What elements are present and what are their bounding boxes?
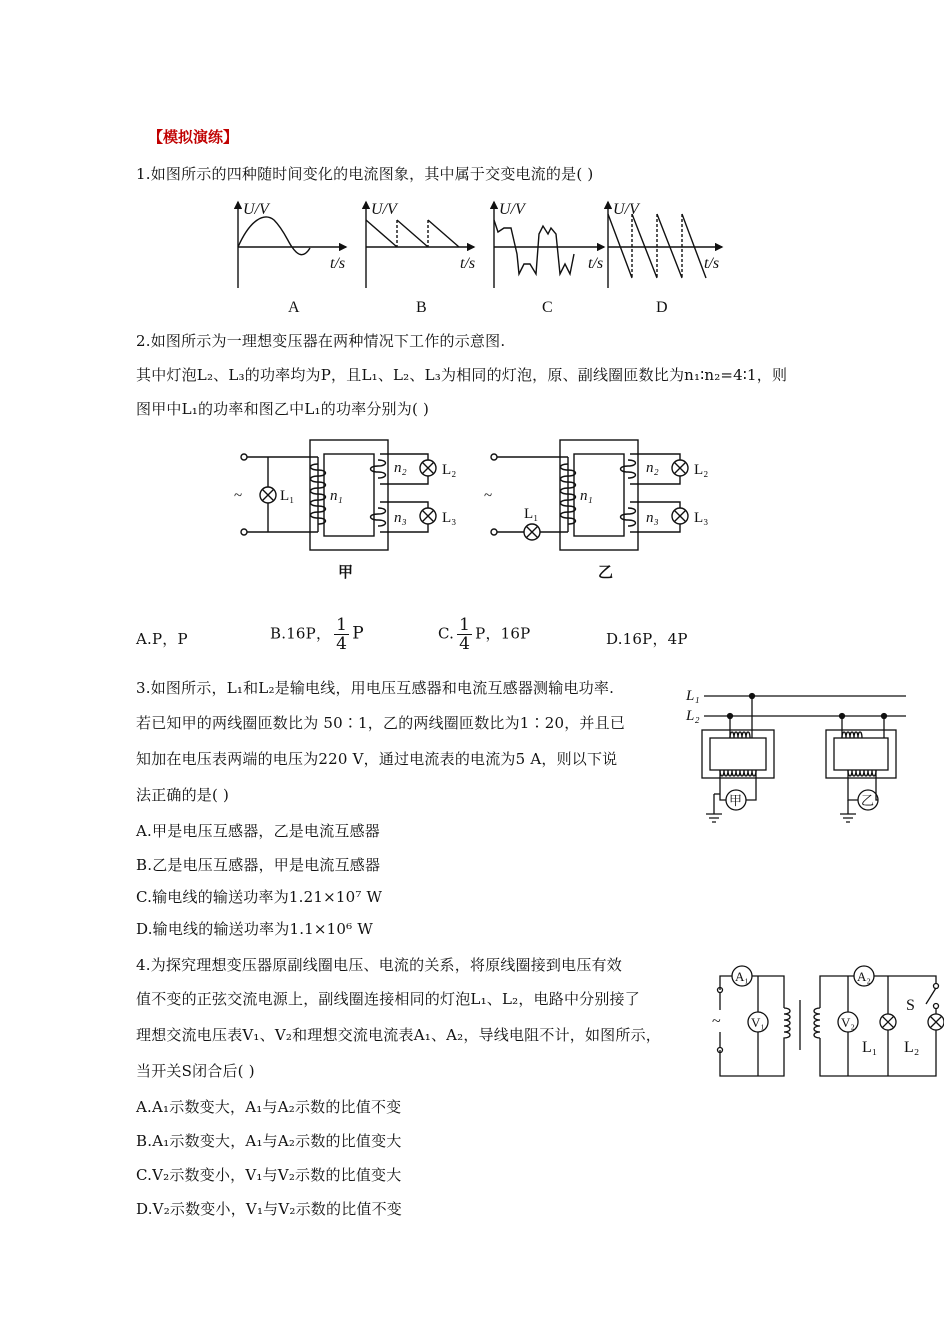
axis-label-d: U/V bbox=[613, 201, 639, 218]
meter-A2-label: A₂ bbox=[857, 969, 871, 984]
q3-option-c: C.输电线的输送功率为1.21×10⁷ W bbox=[136, 888, 383, 906]
label-L1-jia: L₁ bbox=[280, 488, 295, 504]
q4-stem-2: 值不变的正弦交流电源上，副线圈连接相同的灯泡L₁、L₂，电路中分别接了 bbox=[136, 990, 640, 1008]
q2-option-b: B.16P， $\frac{1}{4}$ P bbox=[270, 615, 364, 654]
lamp-L1-label: L₁ bbox=[862, 1039, 878, 1056]
lamp-L2-label: L₂ bbox=[904, 1039, 920, 1056]
label-n2-jia: n₂ bbox=[394, 460, 407, 476]
axis-label-b: U/V bbox=[371, 201, 397, 218]
q1-graphs bbox=[226, 192, 736, 320]
graph-label-a: A bbox=[288, 299, 300, 316]
section-title: 【模拟演练】 bbox=[148, 128, 239, 146]
q2-option-d: D.16P，4P bbox=[606, 630, 688, 648]
q4-option-a: A.A₁示数变大，A₁与A₂示数的比值不变 bbox=[136, 1098, 402, 1116]
q2-stem-1: 2.如图所示为一理想变压器在两种情况下工作的示意图. bbox=[136, 332, 506, 350]
caption-jia: 甲 bbox=[338, 565, 354, 581]
q3-stem-4: 法正确的是( ) bbox=[136, 786, 230, 804]
graph-label-c: C bbox=[542, 299, 553, 316]
axis-label-a: U/V bbox=[243, 201, 269, 218]
label-n2-yi: n₂ bbox=[646, 460, 659, 476]
q2-stem-3: 图甲中L₁的功率和图乙中L₁的功率分别为( ) bbox=[136, 400, 430, 418]
fraction-b: $\frac{1}{4}$ bbox=[336, 615, 348, 654]
meter-jia-label: 甲 bbox=[729, 793, 743, 808]
axis-x-d: t/s bbox=[704, 255, 720, 272]
q4-stem-3: 理想交流电压表V₁、V₂和理想交流电流表A₁、A₂，导线电阻不计，如图所示， bbox=[136, 1026, 661, 1044]
axis-label-c: U/V bbox=[499, 201, 525, 218]
q3-stem-2: 若已知甲的两线圈匝数比为 50∶1，乙的两线圈匝数比为1∶20，并且已 bbox=[136, 714, 626, 732]
label-L2-yi: L₂ bbox=[694, 462, 709, 478]
q4-circuit bbox=[708, 962, 944, 1084]
label-n3-yi: n₃ bbox=[646, 510, 659, 526]
label-wire-L1: L₁ bbox=[686, 688, 700, 704]
q3-transformer-circuit bbox=[684, 684, 914, 834]
q3-stem-1: 3.如图所示，L₁和L₂是输电线，用电压互感器和电流互感器测输电功率. bbox=[136, 679, 615, 697]
q4-stem-4: 当开关S闭合后( ) bbox=[136, 1062, 255, 1080]
ac-symbol-q4: ~ bbox=[712, 1013, 721, 1030]
label-L3-jia: L₃ bbox=[442, 510, 457, 526]
axis-x-c: t/s bbox=[588, 255, 604, 272]
q4-option-c: C.V₂示数变小，V₁与V₂示数的比值变大 bbox=[136, 1166, 402, 1184]
q4-option-d: D.V₂示数变小，V₁与V₂示数的比值不变 bbox=[136, 1200, 402, 1218]
graph-label-b: B bbox=[416, 299, 427, 316]
fraction-c: $\frac{1}{4}$ bbox=[459, 615, 471, 654]
meter-V2-label: V₂ bbox=[841, 1015, 855, 1030]
switch-S-label: S bbox=[906, 997, 915, 1014]
caption-yi: 乙 bbox=[598, 565, 614, 581]
q1-stem: 1.如图所示的四种随时间变化的电流图象，其中属于交变电流的是( ) bbox=[136, 165, 594, 183]
q4-stem-1: 4.为探究理想变压器原副线圈电压、电流的关系，将原线圈接到电压有效 bbox=[136, 956, 622, 974]
q3-option-d: D.输电线的输送功率为1.1×10⁶ W bbox=[136, 920, 373, 938]
q3-option-a: A.甲是电压互感器，乙是电流互感器 bbox=[136, 822, 381, 840]
meter-yi-label: 乙 bbox=[861, 793, 875, 808]
ac-symbol-jia: ~ bbox=[234, 488, 243, 504]
q3-option-b: B.乙是电压互感器，甲是电流互感器 bbox=[136, 856, 381, 874]
label-L2-jia: L₂ bbox=[442, 462, 457, 478]
q3-stem-3: 知加在电压表两端的电压为220 V，通过电流表的电流为5 A，则以下说 bbox=[136, 750, 618, 768]
label-n3-jia: n₃ bbox=[394, 510, 407, 526]
label-L3-yi: L₃ bbox=[694, 510, 709, 526]
q4-option-b: B.A₁示数变大，A₁与A₂示数的比值变大 bbox=[136, 1132, 402, 1150]
axis-x-a: t/s bbox=[330, 255, 346, 272]
q2-transformer-diagrams bbox=[228, 432, 728, 587]
label-wire-L2: L₂ bbox=[686, 708, 700, 724]
label-n1-jia: n₁ bbox=[330, 488, 343, 504]
meter-A1-label: A₁ bbox=[735, 969, 749, 984]
label-L1-yi: L₁ bbox=[524, 506, 539, 522]
q2-option-c: C. $\frac{1}{4}$ P，16P bbox=[438, 615, 531, 654]
label-n1-yi: n₁ bbox=[580, 488, 593, 504]
axis-x-b: t/s bbox=[460, 255, 476, 272]
meter-V1-label: V₁ bbox=[751, 1015, 765, 1030]
q2-stem-2: 其中灯泡L₂、L₃的功率均为P，且L₁、L₂、L₃为相同的灯泡，原、副线圈匝数比为n₁∶n₂=4∶1，则 bbox=[136, 366, 788, 384]
q2-option-a: A.P，P bbox=[136, 630, 188, 648]
graph-label-d: D bbox=[656, 299, 668, 316]
ac-symbol-yi: ~ bbox=[484, 488, 493, 504]
